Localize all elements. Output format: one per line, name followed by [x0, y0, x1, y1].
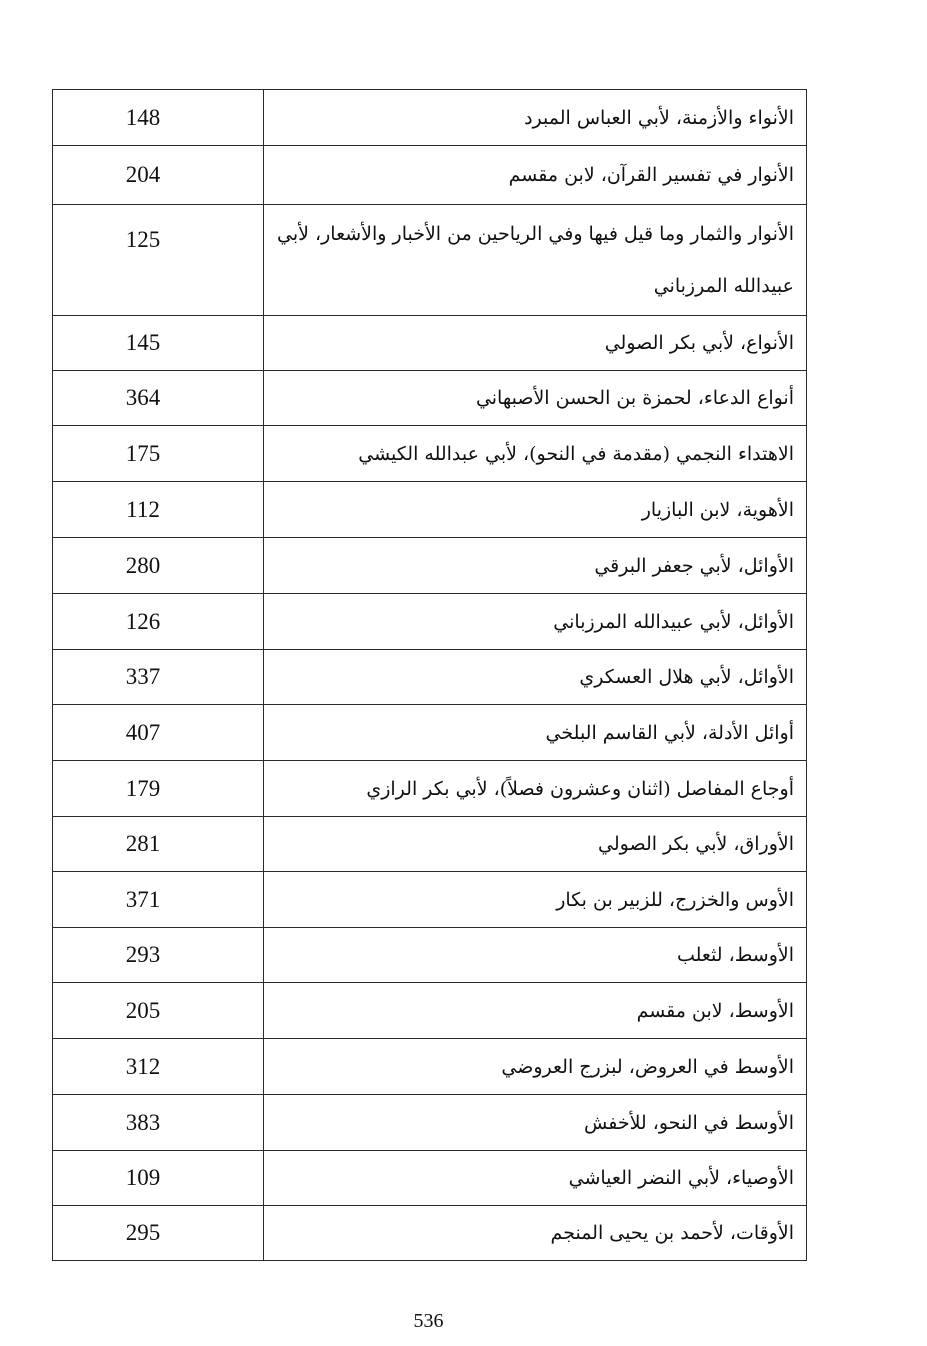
entry-title: الأوائل، لأبي هلال العسكري [264, 650, 807, 705]
entry-page: 175 [53, 426, 264, 482]
table-row [53, 482, 807, 538]
table-row [53, 538, 807, 594]
entry-page: 293 [53, 928, 264, 983]
table-row [53, 316, 807, 371]
entry-title: الأوائل، لأبي جعفر البرقي [264, 538, 807, 594]
entry-title: الأنواء والأزمنة، لأبي العباس المبرد [264, 90, 807, 146]
table-row [53, 371, 807, 426]
table-row [53, 146, 807, 205]
table-row [53, 817, 807, 872]
entry-title: الأوسط، لابن مقسم [264, 983, 807, 1039]
table-row [53, 705, 807, 761]
entry-title: الأنوار والثمار وما قيل فيها وفي الرياحين من الأخبار والأشعار، لأبي عبيدالله المرزباني [277, 223, 794, 297]
page-number: 536 [413, 1310, 444, 1332]
entry-page: 295 [53, 1206, 264, 1261]
entry-title: الأنوار في تفسير القرآن، لابن مقسم [264, 146, 807, 205]
entry-page: 337 [53, 650, 264, 705]
table-row [53, 1039, 807, 1095]
entry-page: 145 [53, 316, 264, 371]
entry-title: أوائل الأدلة، لأبي القاسم البلخي [264, 705, 807, 761]
entry-page: 312 [53, 1039, 264, 1095]
entry-page: 205 [53, 983, 264, 1039]
entry-title: الأوسط في العروض، لبزرج العروضي [264, 1039, 807, 1095]
entry-page: 179 [53, 761, 264, 817]
table-row [53, 928, 807, 983]
entry-page: 112 [53, 482, 264, 538]
entry-title: الاهتداء النجمي (مقدمة في النحو)، لأبي عبدالله الكيشي [264, 426, 807, 482]
table-row [53, 426, 807, 482]
entry-page: 371 [53, 872, 264, 928]
entry-page: 280 [53, 538, 264, 594]
entry-title: الأوسط، لثعلب [264, 928, 807, 983]
entry-title: الأوقات، لأحمد بن يحيى المنجم [264, 1206, 807, 1261]
entry-title: الأهوية، لابن البازيار [264, 482, 807, 538]
table-row [53, 90, 807, 146]
table-row [53, 650, 807, 705]
entry-title: الأوس والخزرج، للزبير بن بكار [264, 872, 807, 928]
entry-page: 148 [53, 90, 264, 146]
table-row [53, 872, 807, 928]
entry-page: 281 [53, 817, 264, 872]
entry-page: 364 [53, 371, 264, 426]
entry-page: 407 [53, 705, 264, 761]
table-row [53, 205, 807, 316]
table-row [53, 761, 807, 817]
entry-title: أنواع الدعاء، لحمزة بن الحسن الأصبهاني [264, 371, 807, 426]
entry-page: 383 [53, 1095, 264, 1151]
index-table [52, 89, 807, 1261]
entry-title: الأنواع، لأبي بكر الصولي [264, 316, 807, 371]
entry-page: 109 [53, 1151, 264, 1206]
entry-page: 204 [53, 146, 264, 205]
table-row [53, 594, 807, 650]
entry-title: الأوائل، لأبي عبيدالله المرزباني [264, 594, 807, 650]
table-row [53, 1206, 807, 1261]
entry-title: الأوراق، لأبي بكر الصولي [264, 817, 807, 872]
entry-title: أوجاع المفاصل (اثنان وعشرون فصلاً)، لأبي بكر الرازي [264, 761, 807, 817]
table-row [53, 1151, 807, 1206]
table-row [53, 1095, 807, 1151]
entry-page: 125 [53, 205, 264, 316]
table-row [53, 983, 807, 1039]
entry-page: 126 [53, 594, 264, 650]
entry-title: الأوصياء، لأبي النضر العياشي [264, 1151, 807, 1206]
entry-title: الأوسط في النحو، للأخفش [264, 1095, 807, 1151]
